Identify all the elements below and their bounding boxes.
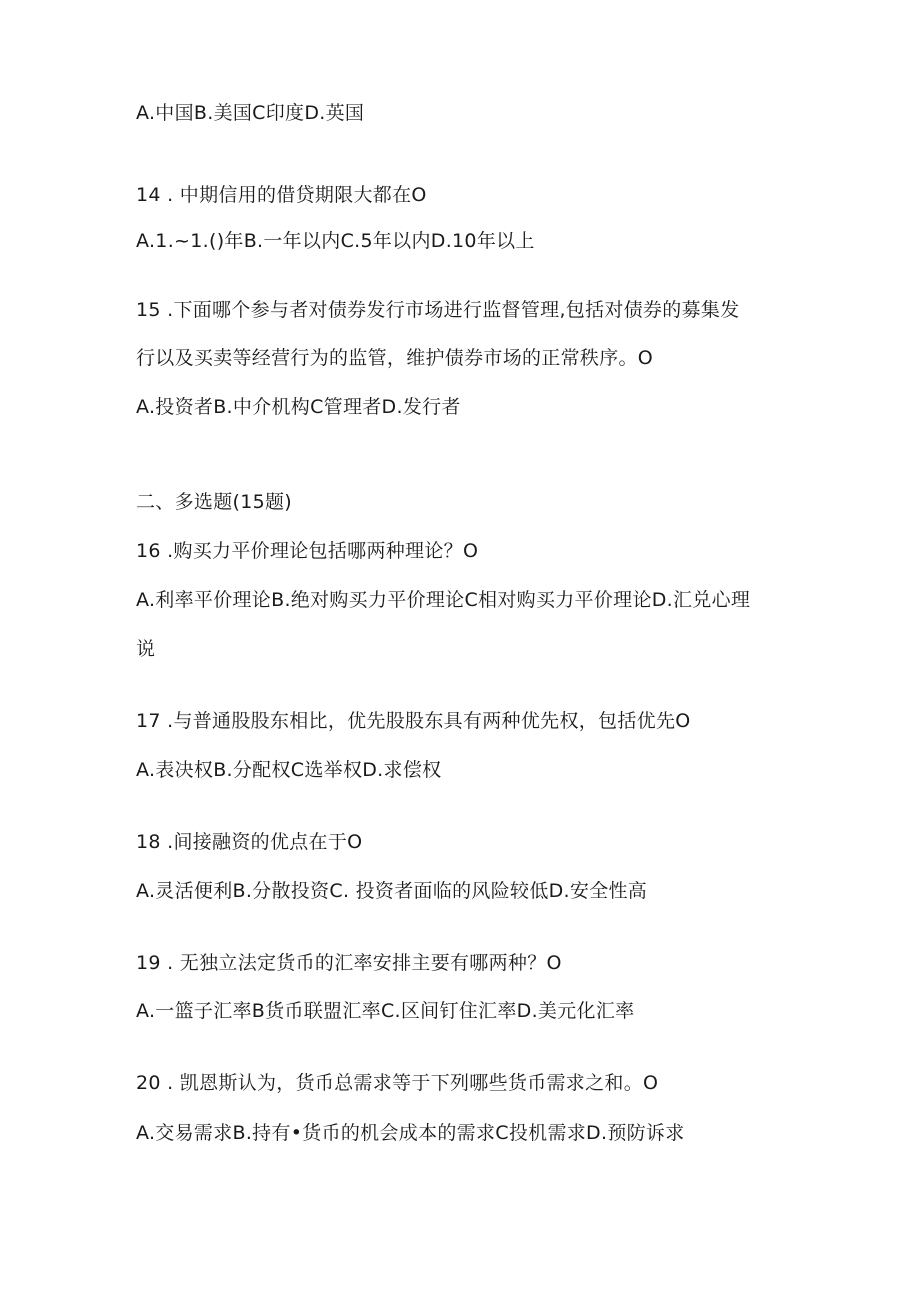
q13-options: A.中国B.美国C印度D.英国 xyxy=(136,102,365,124)
q15-question-line2: 行以及买卖等经营行为的监管，维护债券市场的正常秩序。O xyxy=(136,347,654,369)
q19-question: 19 . 无独立法定货币的汇率安排主要有哪两种？O xyxy=(136,952,562,974)
section-heading: 二、多选题(15题) xyxy=(136,491,293,513)
q15-question-line1: 15 .下面哪个参与者对债券发行市场进行监督管理,包括对债券的募集发 xyxy=(136,299,740,321)
q16-options-line2: 说 xyxy=(136,638,156,660)
q16-options-line1: A.利率平价理论B.绝对购买力平价理论C相对购买力平价理论D.汇兑心理 xyxy=(136,589,751,611)
q18-question: 18 .间接融资的优点在于O xyxy=(136,831,363,853)
q14-question: 14 . 中期信用的借贷期限大都在O xyxy=(136,184,427,206)
q20-question: 20 . 凯恩斯认为，货币总需求等于下列哪些货币需求之和。O xyxy=(136,1072,659,1094)
q18-options: A.灵活便利B.分散投资C. 投资者面临的风险较低D.安全性高 xyxy=(136,880,648,902)
q17-question: 17 .与普通股股东相比，优先股股东具有两种优先权，包括优先O xyxy=(136,710,691,732)
q16-question: 16 .购买力平价理论包括哪两种理论？O xyxy=(136,540,479,562)
q19-options: A.一篮子汇率B货币联盟汇率C.区间钉住汇率D.美元化汇率 xyxy=(136,1000,635,1022)
q14-options: A.1.~1.()年B.一年以内C.5年以内D.10年以上 xyxy=(136,230,535,252)
q15-options: A.投资者B.中介机构C管理者D.发行者 xyxy=(136,396,461,418)
q17-options: A.表决权B.分配权C选举权D.求偿权 xyxy=(136,759,442,781)
q20-options: A.交易需求B.持有•货币的机会成本的需求C投机需求D.预防诉求 xyxy=(136,1122,685,1144)
